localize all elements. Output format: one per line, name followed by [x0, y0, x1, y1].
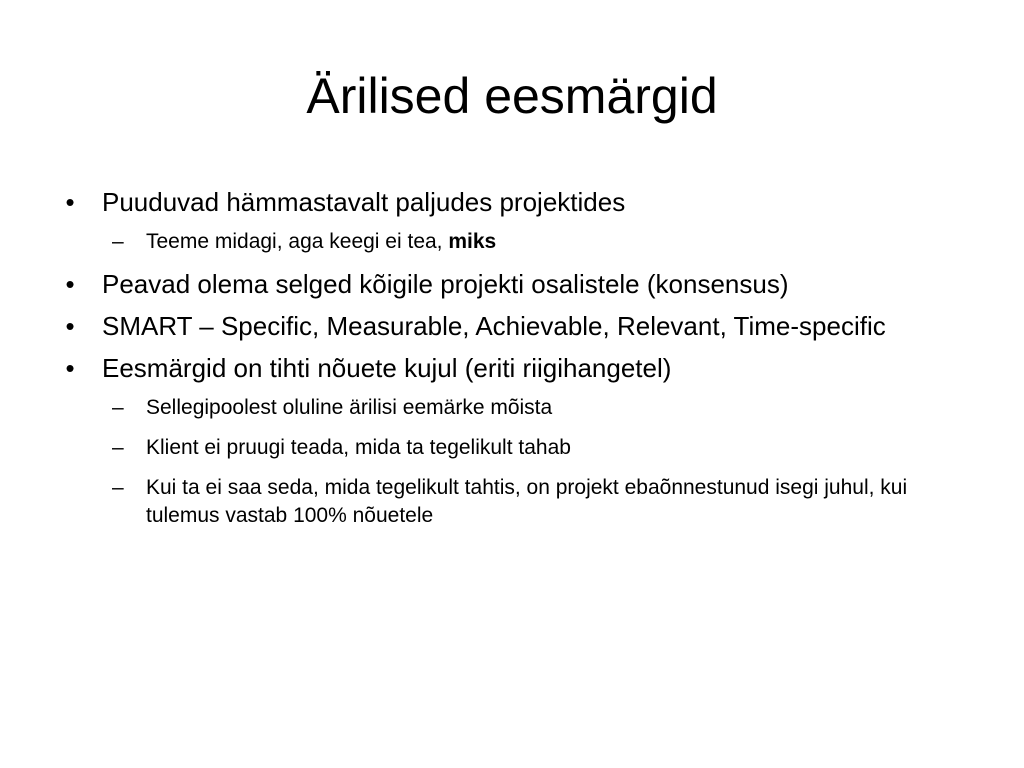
bullet-marker: • — [65, 353, 75, 383]
list-item — [60, 186, 940, 218]
sub-list-item-text: Teeme midagi, aga keegi ei tea, — [146, 230, 449, 253]
bullet-marker: • — [65, 269, 75, 299]
sub-list-item — [60, 474, 946, 530]
sub-list-item — [60, 228, 946, 256]
list-item — [60, 352, 940, 384]
sub-list-item-text: Sellegipoolest oluline ärilisi eemärke mõista — [146, 396, 553, 419]
list-item-text: Peavad olema selged kõigile projekti osalistele (konsensus) — [102, 269, 789, 299]
bullet-list — [60, 186, 940, 542]
list-item-text: Puuduvad hämmastavalt paljudes projektides — [102, 187, 626, 217]
emphasis-text: miks — [448, 230, 497, 253]
list-item-text: Eesmärgid on tihti nõuete kujul (eriti riigihangetel) — [102, 353, 672, 383]
sub-bullet-marker: – — [112, 396, 124, 419]
sub-list-item-text: Kui ta ei saa seda, mida tegelikult tahtis, on projekt ebaõnnestunud isegi juhul, kui tulemus vastab 100% nõuetele — [146, 476, 908, 527]
list-item — [60, 310, 940, 342]
sub-list-item — [60, 394, 946, 422]
bullet-marker: • — [65, 311, 75, 341]
list-item — [60, 268, 940, 300]
sub-bullet-marker: – — [112, 476, 124, 499]
sub-bullet-marker: – — [112, 230, 124, 253]
sub-bullet-marker: – — [112, 436, 124, 459]
sub-list-item — [60, 434, 946, 462]
list-item-text: SMART – Specific, Measurable, Achievable, Relevant, Time-specific — [102, 311, 886, 341]
sub-list-item-text: Klient ei pruugi teada, mida ta tegelikult tahab — [146, 436, 571, 459]
slide-title: Ärilised eesmärgid — [306, 68, 718, 124]
bullet-marker: • — [65, 187, 75, 217]
